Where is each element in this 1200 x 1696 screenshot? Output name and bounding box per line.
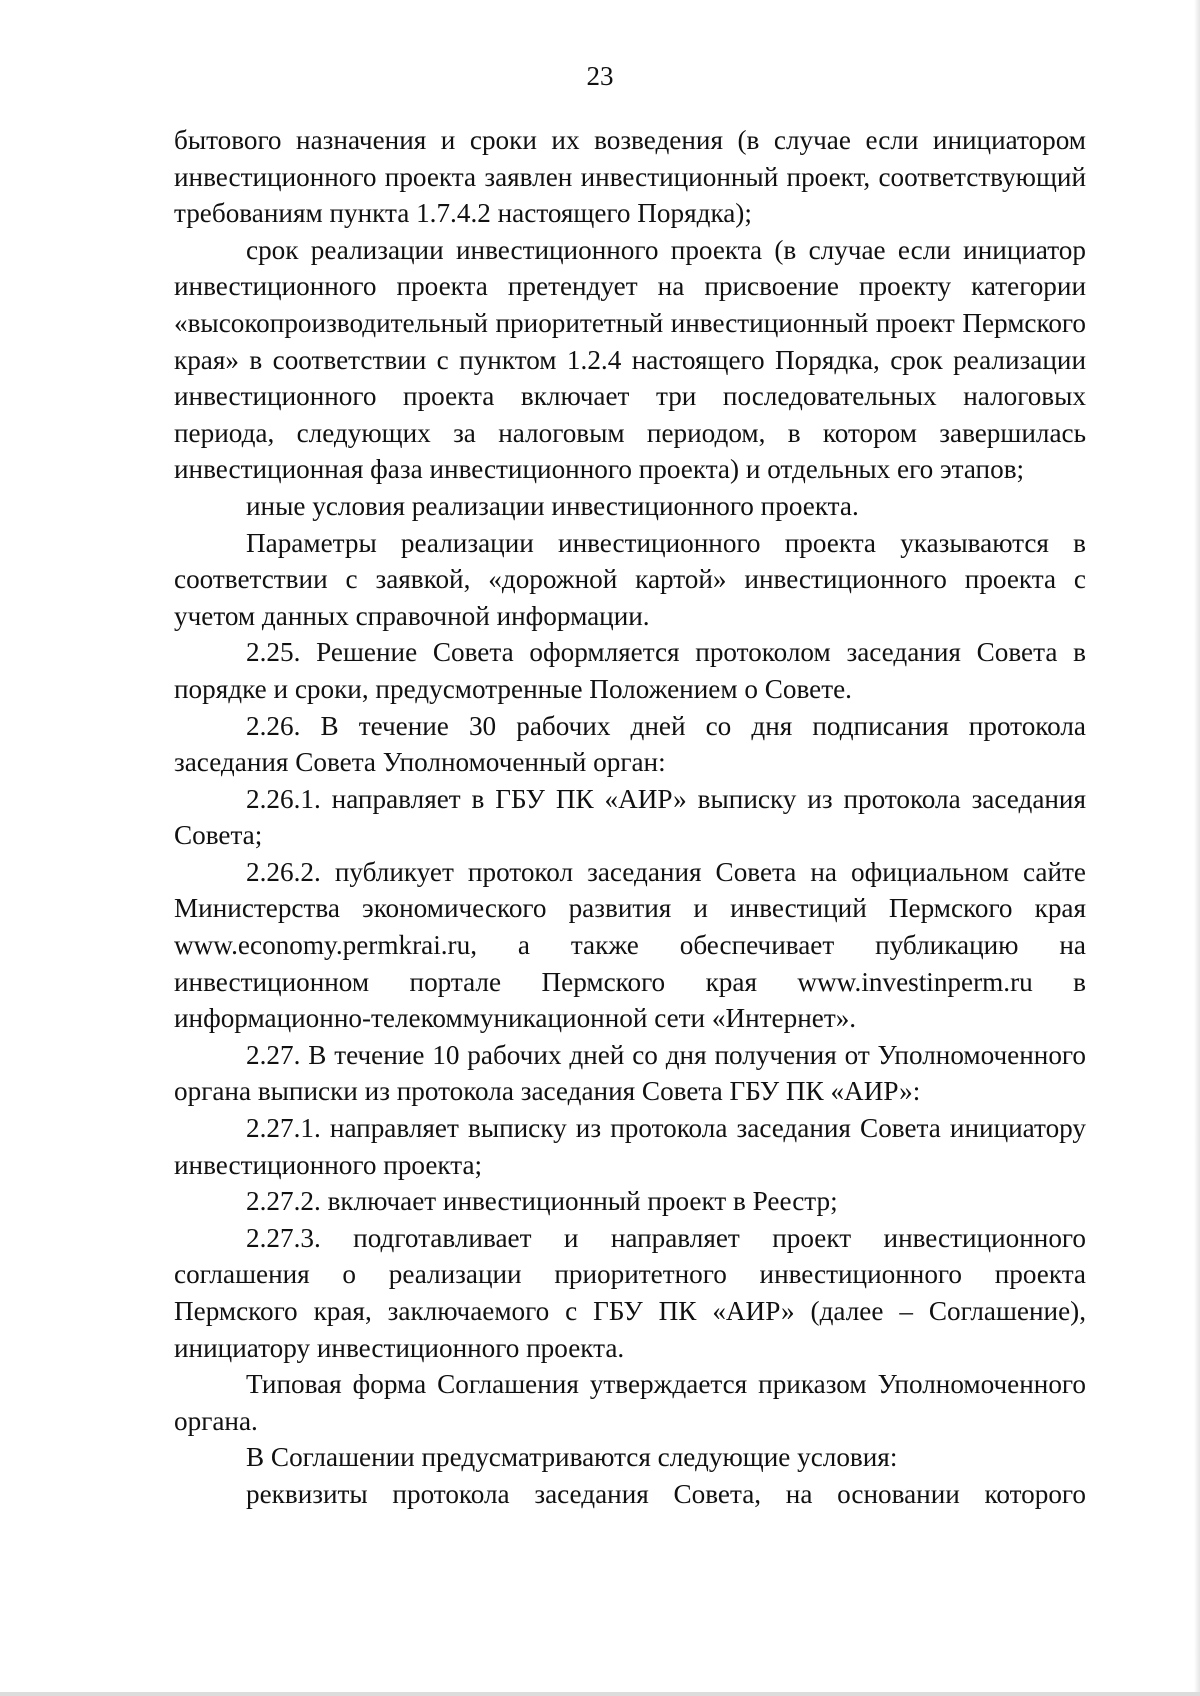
page-number: 23 xyxy=(586,61,614,91)
paragraph: реквизиты протокола заседания Совета, на основании которого xyxy=(246,1478,1086,1509)
paragraph: В Соглашении предусматриваются следующие условия: xyxy=(246,1442,898,1473)
paragraph: 2.27. В течение 10 рабочих дней со дня получения от Уполномоченного органа выписки из протокола заседания Совета ГБУ ПК «АИР»: xyxy=(174,1039,1086,1107)
paragraph: иные условия реализации инвестиционного проекта. xyxy=(246,490,859,521)
paragraph: 2.27.3. подготавливает и направляет проект инвестиционного соглашения о реализации приоритетного инвестиционного проекта Пермского края, заключаемого с ГБУ ПК «АИР» (далее – Соглашение), инициатору инвестиционного проекта. xyxy=(174,1222,1086,1363)
paragraph: Параметры реализации инвестиционного проекта указываются в соответствии с заявкой, «дорожной картой» инвестиционного проекта с учетом данных справочной информации. xyxy=(174,527,1086,631)
paragraph: 2.26. В течение 30 рабочих дней со дня подписания протокола заседания Совета Уполномоченный орган: xyxy=(174,710,1086,778)
scan-bottom-edge xyxy=(0,1692,1200,1696)
paragraph: 2.27.2. включает инвестиционный проект в Реестр; xyxy=(246,1186,838,1217)
paragraph: 2.25. Решение Совета оформляется протоколом заседания Совета в порядке и сроки, предусмотренные Положением о Совете. xyxy=(174,637,1086,704)
paragraph: бытового назначения и сроки их возведения (в случае если инициатором инвестиционного проекта заявлен инвестиционный проект, соответствующий требованиям пункта 1.7.4.2 настоящего Порядка); xyxy=(174,125,1086,229)
document-body xyxy=(174,122,1086,1513)
paragraph: 2.26.2. публикует протокол заседания Совета на официальном сайте Министерства экономического развития и инвестиций Пермского края www.economy.permkrai.ru, а также обеспечивает публикацию на инвестиционном портале Пермского края www.investinperm.ru в информационно-телекоммуникационной сети «Интернет». xyxy=(174,856,1086,1034)
scan-edge-shadow xyxy=(1194,0,1200,1696)
paragraph: Типовая форма Соглашения утверждается приказом Уполномоченного органа. xyxy=(174,1369,1086,1436)
paragraph: срок реализации инвестиционного проекта (в случае если инициатор инвестиционного проекта претендует на присвоение проекту категории «высокопроизводительный приоритетный инвестиционный проект Пермского края» в соответствии с пунктом 1.2.4 настоящего Порядка, срок реализации инвестиционного проекта включает три последовательных налоговых периода, следующих за налоговым периодом, в котором завершилась инвестиционная фаза инвестиционного проекта) и отдельных его этапов; xyxy=(174,234,1086,485)
paragraph: 2.26.1. направляет в ГБУ ПК «АИР» выписку из протокола заседания Совета; xyxy=(174,783,1086,851)
paragraph: 2.27.1. направляет выписку из протокола заседания Совета инициатору инвестиционного проекта; xyxy=(174,1113,1086,1180)
